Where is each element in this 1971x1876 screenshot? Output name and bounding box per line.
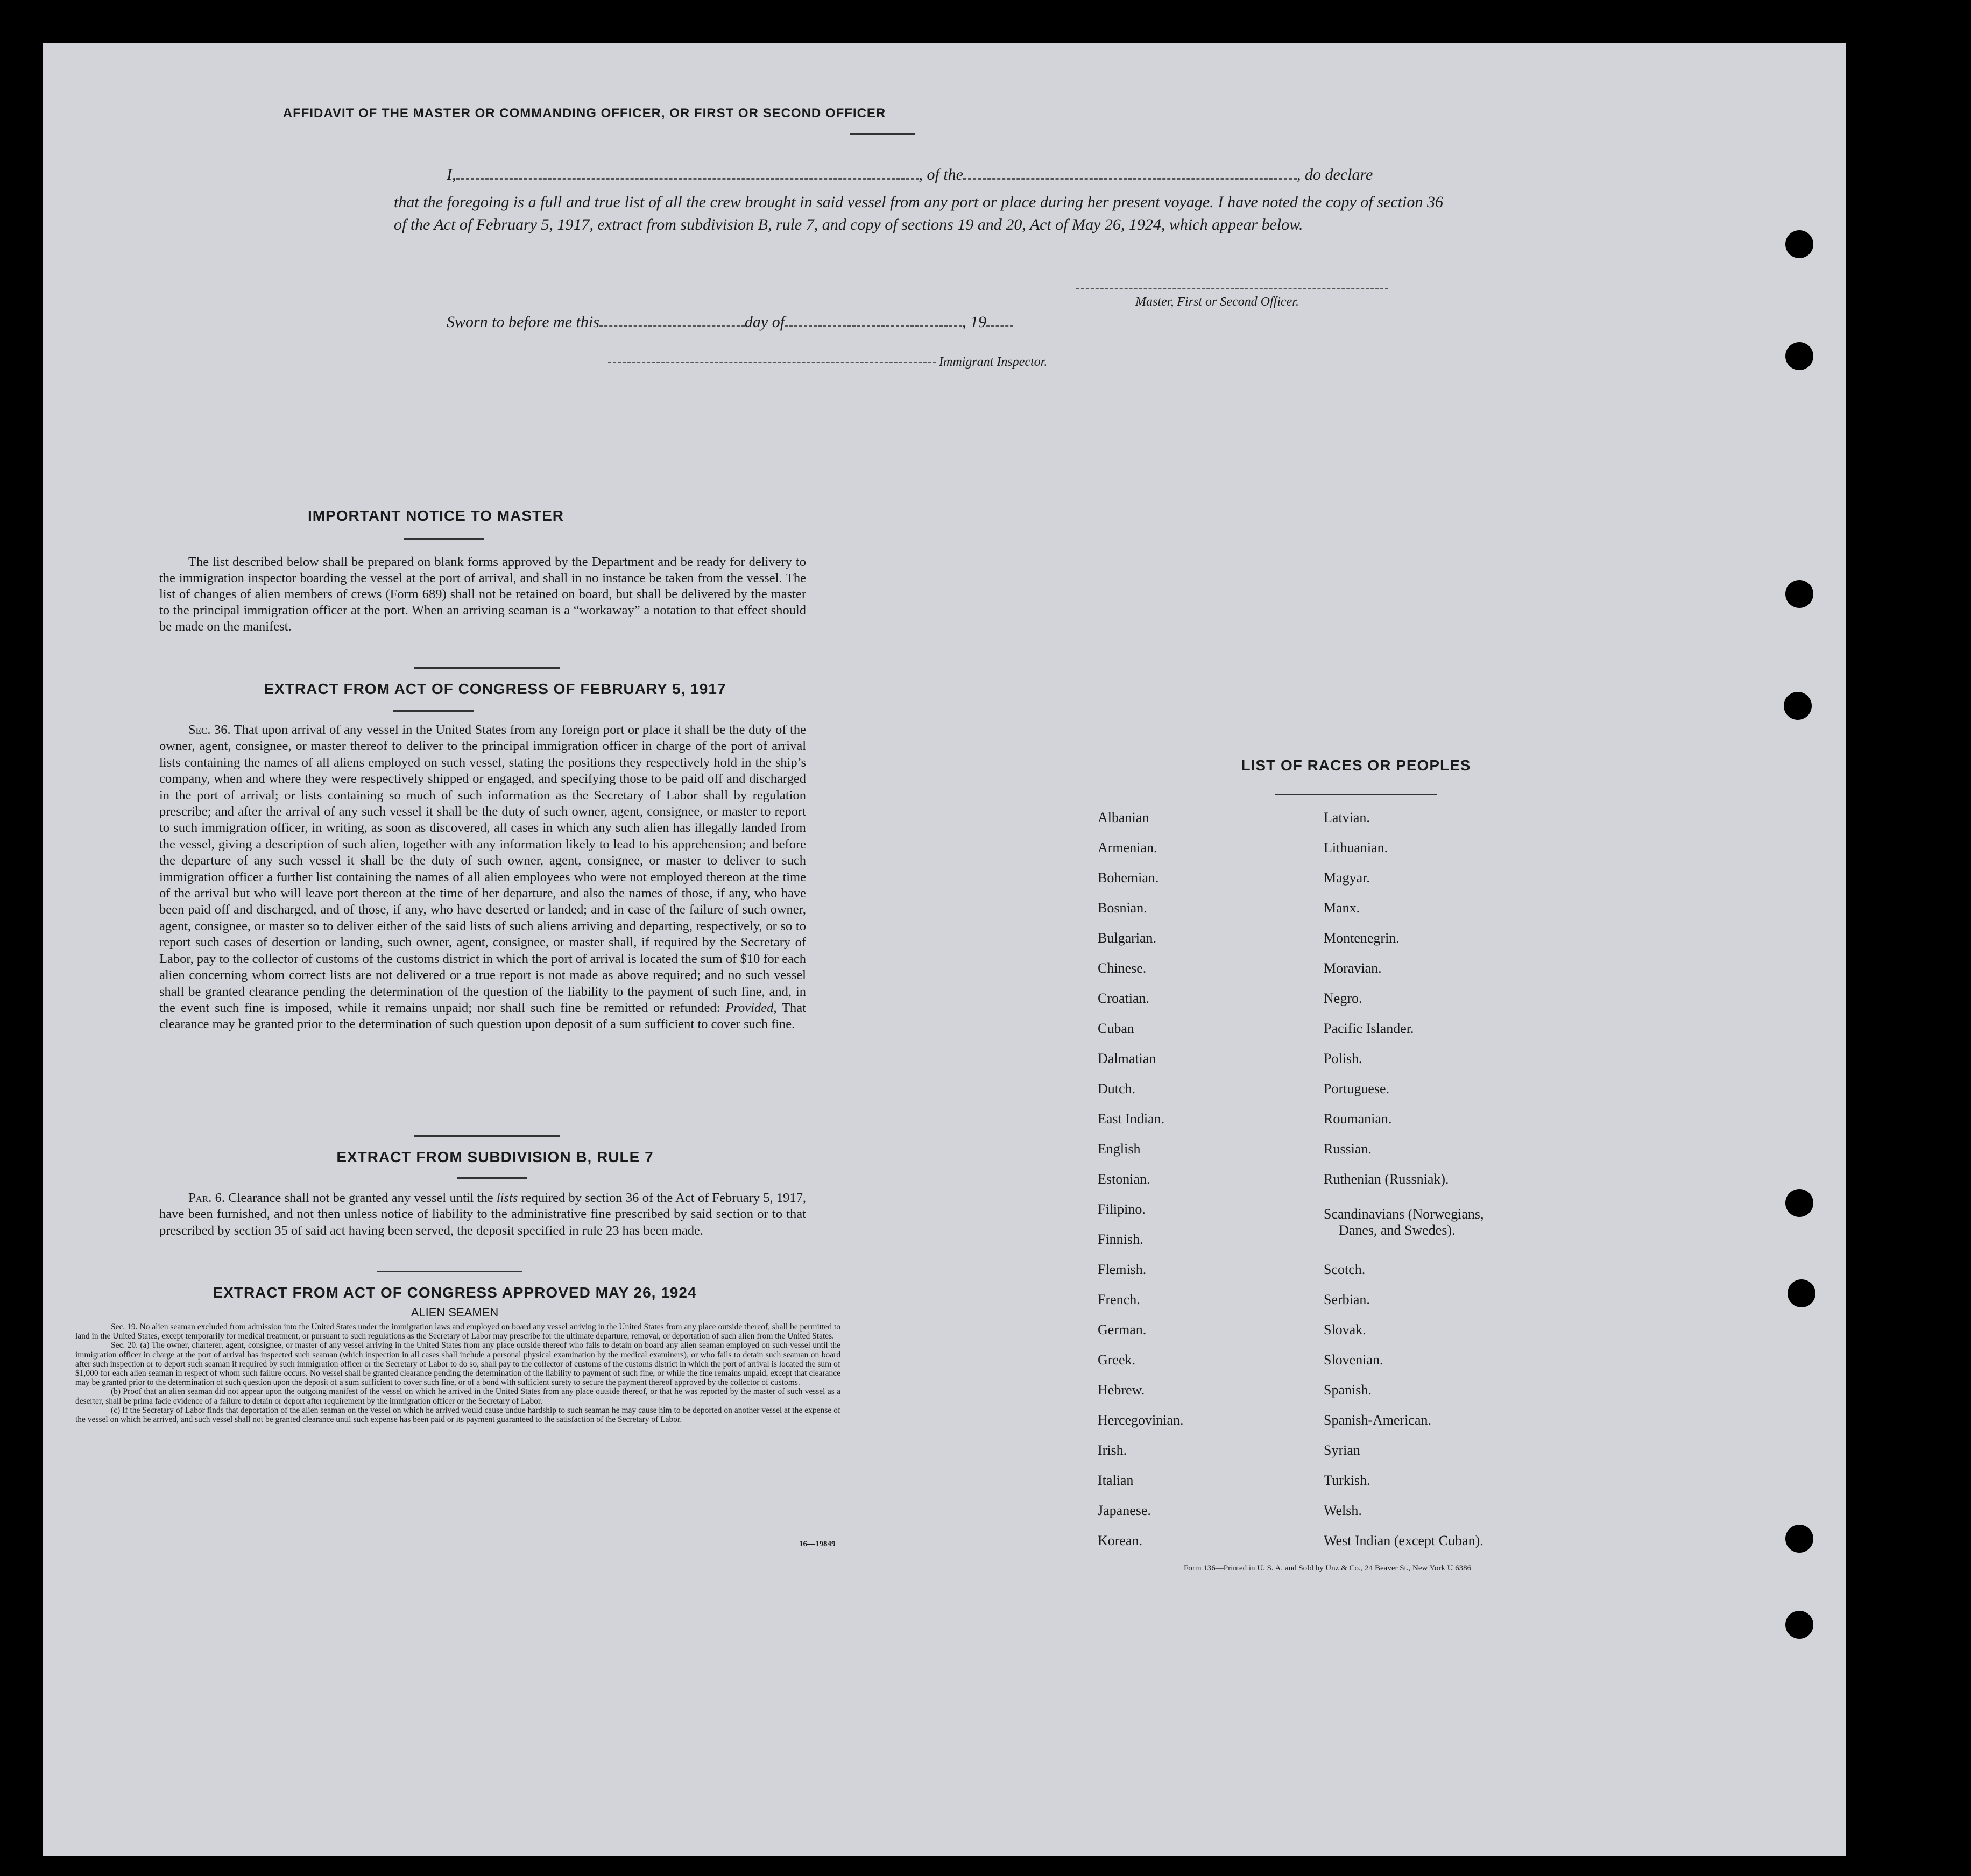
punch-hole (1785, 1611, 1813, 1639)
punch-hole (1785, 1525, 1813, 1553)
punch-hole (1785, 342, 1813, 370)
race-pacific-islander: Pacific Islander. (1324, 1021, 1414, 1036)
year-label: , 19 (962, 313, 987, 331)
race-filipino: Filipino. (1098, 1201, 1146, 1217)
printer-footer: Form 136—Printed in U. S. A. and Sold by Unz & Co., 24 Beaver St., New York U 6386 (1184, 1564, 1472, 1573)
races-title: LIST OF RACES OR PEOPLES (1241, 757, 1471, 774)
extract-1917-title: EXTRACT FROM ACT OF CONGRESS OF FEBRUARY 5, 1917 (264, 681, 726, 697)
race-estonian: Estonian. (1098, 1171, 1150, 1187)
year-field[interactable] (986, 325, 1013, 327)
vessel-label: , of the (919, 166, 963, 183)
race-armenian: Armenian. (1098, 840, 1157, 855)
divider (404, 538, 484, 540)
provided-label: Provided, (725, 1000, 777, 1015)
race-finnish: Finnish. (1098, 1231, 1143, 1247)
race-latvian: Latvian. (1324, 810, 1370, 825)
divider (850, 133, 915, 135)
declaration-line (447, 166, 1469, 184)
section-36-text (159, 722, 806, 1033)
race-negro: Negro. (1324, 990, 1362, 1006)
sec-20a-text: Sec. 20. (a) The owner, charterer, agent, consignee, or master of any vessel arriving in the United States from any place outside thereof who fails to detain on board any alien seaman employed on such vessel until the immigration officer in charge at the port of arrival has inspected such seaman (which inspection in all cases shall include a personal physical examination by the medical examiners), or who fails to detain such seaman on board after such inspection or to deport such seaman if required by such immigration officer or the Secretary of Labor to do so, shall pay to the collector of customs of the customs district in which the port of arrival is located the sum of $1,000 for each alien seaman in respect of whom such failure occurs. No vessel shall be granted clearance pending the determination of the liability to payment of such fine, or while the fine remains unpaid, except that clearance may be granted prior to the determination of such question upon the deposit of a sum sufficient to cover such fine, or of a bond with sufficient surety to secure the payment thereof approved by the collector of customs. (75, 1341, 840, 1387)
master-signature-label: Master, First or Second Officer. (1135, 295, 1299, 309)
race-moravian: Moravian. (1324, 960, 1382, 976)
punch-hole (1785, 580, 1813, 608)
section-label: Sec. 36. (188, 723, 231, 737)
lists-word: lists (496, 1191, 518, 1205)
rule-7-text (159, 1190, 806, 1239)
divider (457, 1177, 527, 1179)
race-russian: Russian. (1324, 1141, 1372, 1157)
race-italian: Italian (1098, 1473, 1134, 1488)
day-of-label: day of (744, 313, 785, 331)
race-flemish: Flemish. (1098, 1262, 1147, 1277)
punch-hole (1784, 692, 1812, 720)
race-scandinavians-cont: Danes, and Swedes). (1339, 1222, 1456, 1238)
affidavit-title: AFFIDAVIT OF THE MASTER OR COMMANDING OFFICER, OR FIRST OR SECOND OFFICER (282, 106, 886, 121)
race-bohemian: Bohemian. (1098, 870, 1159, 886)
name-field[interactable] (456, 178, 919, 180)
notice-title: IMPORTANT NOTICE TO MASTER (307, 507, 564, 524)
race-hercegovinian: Hercegovinian. (1098, 1412, 1184, 1428)
race-montenegrin: Montenegrin. (1324, 930, 1400, 946)
race-lithuanian: Lithuanian. (1324, 840, 1388, 855)
race-dalmatian: Dalmatian (1098, 1051, 1156, 1066)
race-croatian: Croatian. (1098, 990, 1150, 1006)
divider (414, 667, 560, 669)
race-turkish: Turkish. (1324, 1473, 1370, 1488)
sworn-line (447, 313, 1013, 331)
race-manx: Manx. (1324, 900, 1360, 916)
race-greek: Greek. (1098, 1352, 1136, 1368)
race-english: English (1098, 1141, 1141, 1157)
vessel-field[interactable] (963, 178, 1297, 180)
sworn-day-field[interactable] (599, 325, 745, 327)
sec-19-text: Sec. 19. No alien seaman excluded from admission into the United States under the immigration laws and employed on board any vessel arriving in the United States from any place outside thereof, shall be permitted to land in the United States, except temporarily for medical treatment, or pursuant to such regulations as the Secretary of Labor may prescribe for the ultimate departure, removal, or deportation of such alien from the United States. (75, 1322, 840, 1341)
race-dutch: Dutch. (1098, 1081, 1136, 1096)
rule-7-body-b: required by section 36 of the Act of February 5, 1917, have been furnished, and not then unless notice of liability to the administrative fine prescribed by said section or to that prescribed by section 35 of said act having been served, the deposit specified in rule 23 has been made. (159, 1191, 806, 1238)
declaration-text: that the foregoing is a full and true list of all the crew brought in said vessel from any port or place during her present voyage. I have noted the copy of section 36 of the Act of February 5, 1917, extract from subdivision B, rule 7, and copy of sections 19 and 20, Act of May 26, 1924, which appear below. (394, 193, 1443, 233)
divider (414, 1135, 560, 1137)
race-spanish-american: Spanish-American. (1324, 1412, 1432, 1428)
race-spanish: Spanish. (1324, 1382, 1372, 1398)
inspector-signature-label: Immigrant Inspector. (939, 355, 1048, 369)
race-magyar: Magyar. (1324, 870, 1370, 886)
race-polish: Polish. (1324, 1051, 1362, 1066)
race-irish: Irish. (1098, 1442, 1127, 1458)
punch-hole (1788, 1279, 1815, 1307)
rule-7-body-a: Clearance shall not be granted any vessel until the (228, 1191, 493, 1205)
race-chinese: Chinese. (1098, 960, 1147, 976)
race-serbian: Serbian. (1324, 1292, 1370, 1307)
form-code: 16—19849 (799, 1540, 836, 1548)
race-korean: Korean. (1098, 1533, 1143, 1548)
divider (393, 710, 474, 712)
punch-hole (1785, 1189, 1813, 1217)
rule-7-title: EXTRACT FROM SUBDIVISION B, RULE 7 (336, 1149, 654, 1165)
race-albanian: Albanian (1098, 810, 1149, 825)
race-welsh: Welsh. (1324, 1503, 1362, 1518)
race-japanese: Japanese. (1098, 1503, 1151, 1518)
race-bulgarian: Bulgarian. (1098, 930, 1157, 946)
race-east-indian: East Indian. (1098, 1111, 1165, 1127)
race-bosnian: Bosnian. (1098, 900, 1147, 916)
inspector-signature-field[interactable] (608, 362, 936, 363)
race-slovak: Slovak. (1324, 1322, 1366, 1337)
sections-19-20 (75, 1322, 840, 1424)
document-page (43, 43, 1846, 1856)
alien-seamen-subtitle: ALIEN SEAMEN (411, 1306, 499, 1319)
section-36-end: That clearance may be granted prior to the determination of such question upon deposit of a sum sufficient to cover such fine. (159, 1000, 806, 1032)
master-signature-field[interactable] (1076, 288, 1388, 289)
section-36-body: That upon arrival of any vessel in the United States from any foreign port or place it shall be the duty of the owner, agent, consignee, or master thereof to deliver to the principal immigration officer in charge of the port of arrival lists containing the names of all aliens employed on such vessel, stating the positions they respectively hold in the ship’s company, when and where they were respectively shipped or engaged, and specifying those to be paid off and discharged in the port of arrival; or lists containing so much of such information as the Secretary of Labor shall by regulation prescribe; and after the arrival of any such vessel it shall be the duty of such owner, agent, consignee, or master to report to such immigration officer, in writing, as soon as discovered, all cases in which any such alien has illegally landed from the vessel, giving a description of such alien, together with any information likely to lead to his apprehension; and before the departure of any such vessel it shall be the duty of such owner, agent, consignee, or master to deliver to such immigration officer a further list containing the names of all alien employees who were not employed thereon at the time of the arrival but who will leave port thereon at the time of her departure, and also the names of those, if any, who have been paid off and discharged, and of those, if any, who have deserted or landed; and in case of the failure of such owner, agent, consignee, or master so to deliver either of the said lists of such aliens arriving and departing, respectively, or so to report such cases of desertion or landing, such owner, agent, consignee, or master shall, if required by the Secretary of Labor, pay to the collector of customs of the customs district in which the port of arrival is located the sum of $10 for each alien concerning whom correct lists are not delivered or a true report is not made as above required; and no such vessel shall be granted clearance pending the determination of the question of the liability to the payment of such fine, and, in the event such fine is imposed, while it remains unpaid; nor shall such fine be remitted or refunded: (159, 723, 806, 1015)
extract-1924-title: EXTRACT FROM ACT OF CONGRESS APPROVED MAY 26, 1924 (213, 1284, 697, 1301)
race-ruthenian: Ruthenian (Russniak). (1324, 1171, 1449, 1187)
punch-hole (1785, 230, 1813, 258)
race-roumanian: Roumanian. (1324, 1111, 1392, 1127)
notice-body: The list described below shall be prepared on blank forms approved by the Department and be ready for delivery to the immigration inspector boarding the vessel at the port of arrival, and shall in no instance be taken from the vessel. The list of changes of alien members of crews (Form 689) shall not be retained on board, but shall be delivered by the master to the principal immigration officer at the port. When an arriving seaman is a “workaway” a notation to that effect should be made on the manifest. (159, 555, 806, 634)
sworn-label: Sworn to before me this (447, 313, 599, 331)
race-portuguese: Portuguese. (1324, 1081, 1390, 1096)
declarant-label: I, (447, 166, 456, 183)
divider (377, 1271, 522, 1272)
sec-20c-text: (c) If the Secretary of Labor finds that deportation of the alien seaman on the vessel on which he arrived would cause undue hardship to such seaman he may cause him to be deported on another vessel at the expense of the vessel on which he arrived, and such vessel shall not be granted clearance until such expense has been paid or its payment guaranteed to the satisfaction of the Secretary of Labor. (75, 1405, 840, 1425)
sec-20b-text: (b) Proof that an alien seaman did not appear upon the outgoing manifest of the vessel on which he arrived in the United States from any place outside thereof, or that he was reported by the master of such vessel as a deserter, shall be prima facie evidence of a failure to detain or deport after requirement by the immigration officer or the Secretary of Labor. (75, 1387, 840, 1406)
race-french: French. (1098, 1292, 1140, 1307)
race-scandinavians: Scandinavians (Norwegians, (1324, 1206, 1484, 1222)
par-label: Par. 6. (188, 1191, 225, 1205)
race-german: German. (1098, 1322, 1147, 1337)
race-syrian: Syrian (1324, 1442, 1360, 1458)
race-slovenian: Slovenian. (1324, 1352, 1383, 1368)
race-west-indian: West Indian (except Cuban). (1324, 1533, 1483, 1548)
sworn-month-field[interactable] (785, 325, 962, 327)
divider (1275, 794, 1437, 795)
race-cuban: Cuban (1098, 1021, 1134, 1036)
race-hebrew: Hebrew. (1098, 1382, 1145, 1398)
declare-label: , do declare (1297, 166, 1373, 183)
race-scotch: Scotch. (1324, 1262, 1366, 1277)
